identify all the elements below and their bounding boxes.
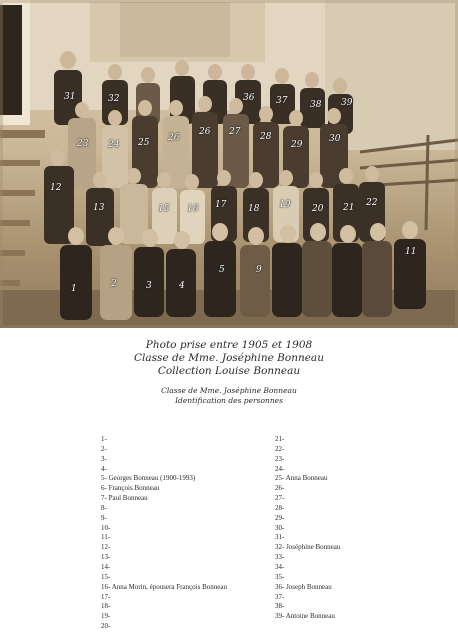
list-item: 29- <box>275 513 285 522</box>
list-item: 1- <box>101 435 107 443</box>
photo-label-15: 15 <box>158 204 170 214</box>
list-item: 32- Joséphine Bonneau <box>275 543 341 552</box>
photo-label-18: 18 <box>248 204 260 214</box>
photo-label-26: 26 <box>199 127 211 137</box>
photo-label-28: 28 <box>260 132 272 142</box>
photo-label-19: 19 <box>279 200 291 210</box>
list-item: 2- <box>101 444 107 453</box>
list-item: 35- <box>275 572 285 581</box>
list-item: 37- <box>275 592 285 601</box>
photo-label-30: 30 <box>329 134 341 144</box>
photo-label-4: 4 <box>179 281 185 291</box>
photo-label-13: 13 <box>93 203 105 213</box>
identification-heading <box>0 386 458 406</box>
photo-label-9: 9 <box>256 265 262 275</box>
list-item: 16- Anna Morin, épousera François Bonneau <box>101 582 227 591</box>
list-item: 23- <box>275 454 285 463</box>
list-item: 22- <box>275 444 285 453</box>
photo-label-11: 11 <box>405 247 417 257</box>
list-item: 7- Paul Bonneau <box>101 494 148 503</box>
list-item: 19- <box>101 612 111 621</box>
list-item: 34- <box>275 562 285 571</box>
photo-label-16: 16 <box>187 204 199 214</box>
list-item: 10- <box>101 523 111 532</box>
caption-collection: Collection Louise Bonneau <box>157 365 301 377</box>
list-item: 5- Georges Bonneau (1900-1993) <box>101 474 196 483</box>
list-item: 12- <box>101 543 111 552</box>
photo-label-37: 37 <box>276 96 288 106</box>
photo-label-24: 24 <box>108 140 120 150</box>
photo-label-27: 27 <box>229 127 241 137</box>
list-item: 21- <box>275 435 285 443</box>
list-item: 11- <box>101 533 111 542</box>
photo-label-39: 39 <box>341 98 353 108</box>
list-item: 6- François Bonneau <box>101 484 160 493</box>
list-item: 28- <box>275 503 285 512</box>
identification-list-left <box>101 435 227 632</box>
list-item: 8- <box>101 503 107 512</box>
identification-list-right <box>275 435 340 622</box>
photo-label-23: 23 <box>77 139 89 149</box>
photo-label-20: 20 <box>312 204 324 214</box>
list-item: 9- <box>101 513 107 522</box>
list-item: 30- <box>275 523 285 532</box>
list-item: 26- <box>275 484 285 493</box>
photo-label-29: 29 <box>291 140 303 150</box>
list-item: 31- <box>275 533 285 542</box>
photo-label-26a: 26 <box>168 133 180 143</box>
photo-label-25: 25 <box>138 138 150 148</box>
photo-label-32: 32 <box>108 94 120 104</box>
photo-label-21: 21 <box>343 203 355 213</box>
photo-label-17: 17 <box>215 200 227 210</box>
photo-label-12: 12 <box>50 183 62 193</box>
caption-class: Classe de Mme. Joséphine Bonneau <box>134 352 324 364</box>
list-item: 18- <box>101 602 111 611</box>
list-item: 27- <box>275 494 285 503</box>
list-item: 3- <box>101 454 107 463</box>
photo-label-36: 36 <box>243 93 255 103</box>
list-item: 33- <box>275 553 285 562</box>
list-item: 39- Antoine Bonneau <box>275 612 335 621</box>
photo-label-5: 5 <box>219 265 225 275</box>
photo-label-2: 2 <box>111 279 117 289</box>
list-item: 13- <box>101 553 111 562</box>
photo-caption <box>0 339 458 378</box>
caption-date: Photo prise entre 1905 et 1908 <box>145 339 313 351</box>
list-item: 20- <box>101 622 111 631</box>
list-item: 38- <box>275 602 285 611</box>
subtitle-class: Classe de Mme. Joséphine Bonneau <box>161 386 297 395</box>
photo-label-38: 38 <box>310 100 322 110</box>
photo-label-3: 3 <box>146 281 152 291</box>
list-item: 25- Anna Bonneau <box>275 474 328 483</box>
list-item: 4- <box>101 464 107 473</box>
list-item: 24- <box>275 464 285 473</box>
list-item: 15- <box>101 572 111 581</box>
list-item: 14- <box>101 562 111 571</box>
subtitle-identification: Identification des personnes <box>175 396 283 405</box>
photo-label-22: 22 <box>366 198 378 208</box>
photo-label-1: 1 <box>71 284 77 294</box>
list-item: 36- Joseph Bonneau <box>275 582 332 591</box>
photo-label-31: 31 <box>64 92 76 102</box>
list-item: 17- <box>101 592 111 601</box>
